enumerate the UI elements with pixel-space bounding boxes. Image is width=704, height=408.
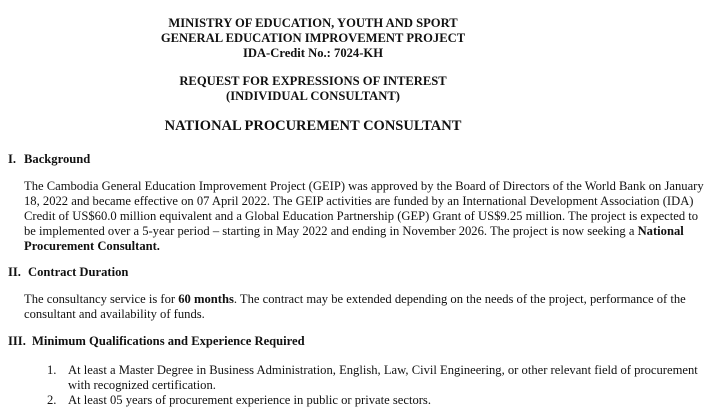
section-heading-qualifications [8,334,305,349]
list-item-line: At least a Master Degree in Business Administration, English, Law, Civil Engineering, or other relevant field of procurement [68,363,698,377]
ministry-name: MINISTRY OF EDUCATION, YOUTH AND SPORT [168,16,458,30]
consultant-type: (INDIVIDUAL CONSULTANT) [226,89,400,103]
list-item-line: At least 05 years of procurement experience in public or private sectors. [68,393,431,407]
section-title: Minimum Qualifications and Experience Required [32,334,305,348]
paragraph-line [24,292,686,307]
list-marker: 2. [47,393,57,407]
bold-role-name: Procurement Consultant. [24,239,160,253]
project-name: GENERAL EDUCATION IMPROVEMENT PROJECT [160,31,466,45]
contract-paragraph [24,292,686,322]
page-title: NATIONAL PROCUREMENT CONSULTANT [164,118,462,134]
paragraph-line [24,239,608,254]
list-item-line: with recognized certification. [68,378,216,392]
paragraph-text: . The contract may be extended depending on the needs of the project, performance of the [233,292,686,306]
paragraph-line: consultant and availability of funds. [24,307,205,321]
paragraph-line: Credit of US$60.0 million equivalent and a Global Education Partnership (GEP) Grant of US$9.25 million. The project is expected to [24,209,699,223]
paragraph-text: The consultancy service is for [24,292,179,306]
list-item-text [68,393,608,408]
paragraph-line-text: be implemented over a 5-year period – starting in May 2022 and ending in November 2026. The project is now seeking a [24,224,635,238]
paragraph-line: 18, 2022 and became effective on 07 April 2022. The GEIP activities are funded by an International Development Association (IDA) [24,194,694,208]
paragraph-line-4 [24,224,684,239]
section-heading-background [8,152,90,167]
document-header [0,16,626,61]
paragraph-line: The Cambodia General Education Improvement Project (GEIP) was approved by the Board of Directors of the World Bank on January [24,179,704,193]
contract-duration-value: 60 months [178,292,234,306]
background-paragraph [24,179,704,254]
section-title: Background [24,152,91,166]
bold-role-name: National [637,224,684,238]
section-number: II. [8,265,21,279]
section-title: Contract Duration [28,265,129,279]
section-number: I. [8,152,17,166]
list-marker: 1. [47,363,57,377]
section-number: III. [8,334,26,348]
list-item-text [68,363,698,393]
request-header [0,74,626,104]
credit-number: IDA-Credit No.: 7024-KH [242,46,384,60]
request-title: REQUEST FOR EXPRESSIONS OF INTEREST [179,74,447,88]
section-heading-contract [8,265,128,280]
